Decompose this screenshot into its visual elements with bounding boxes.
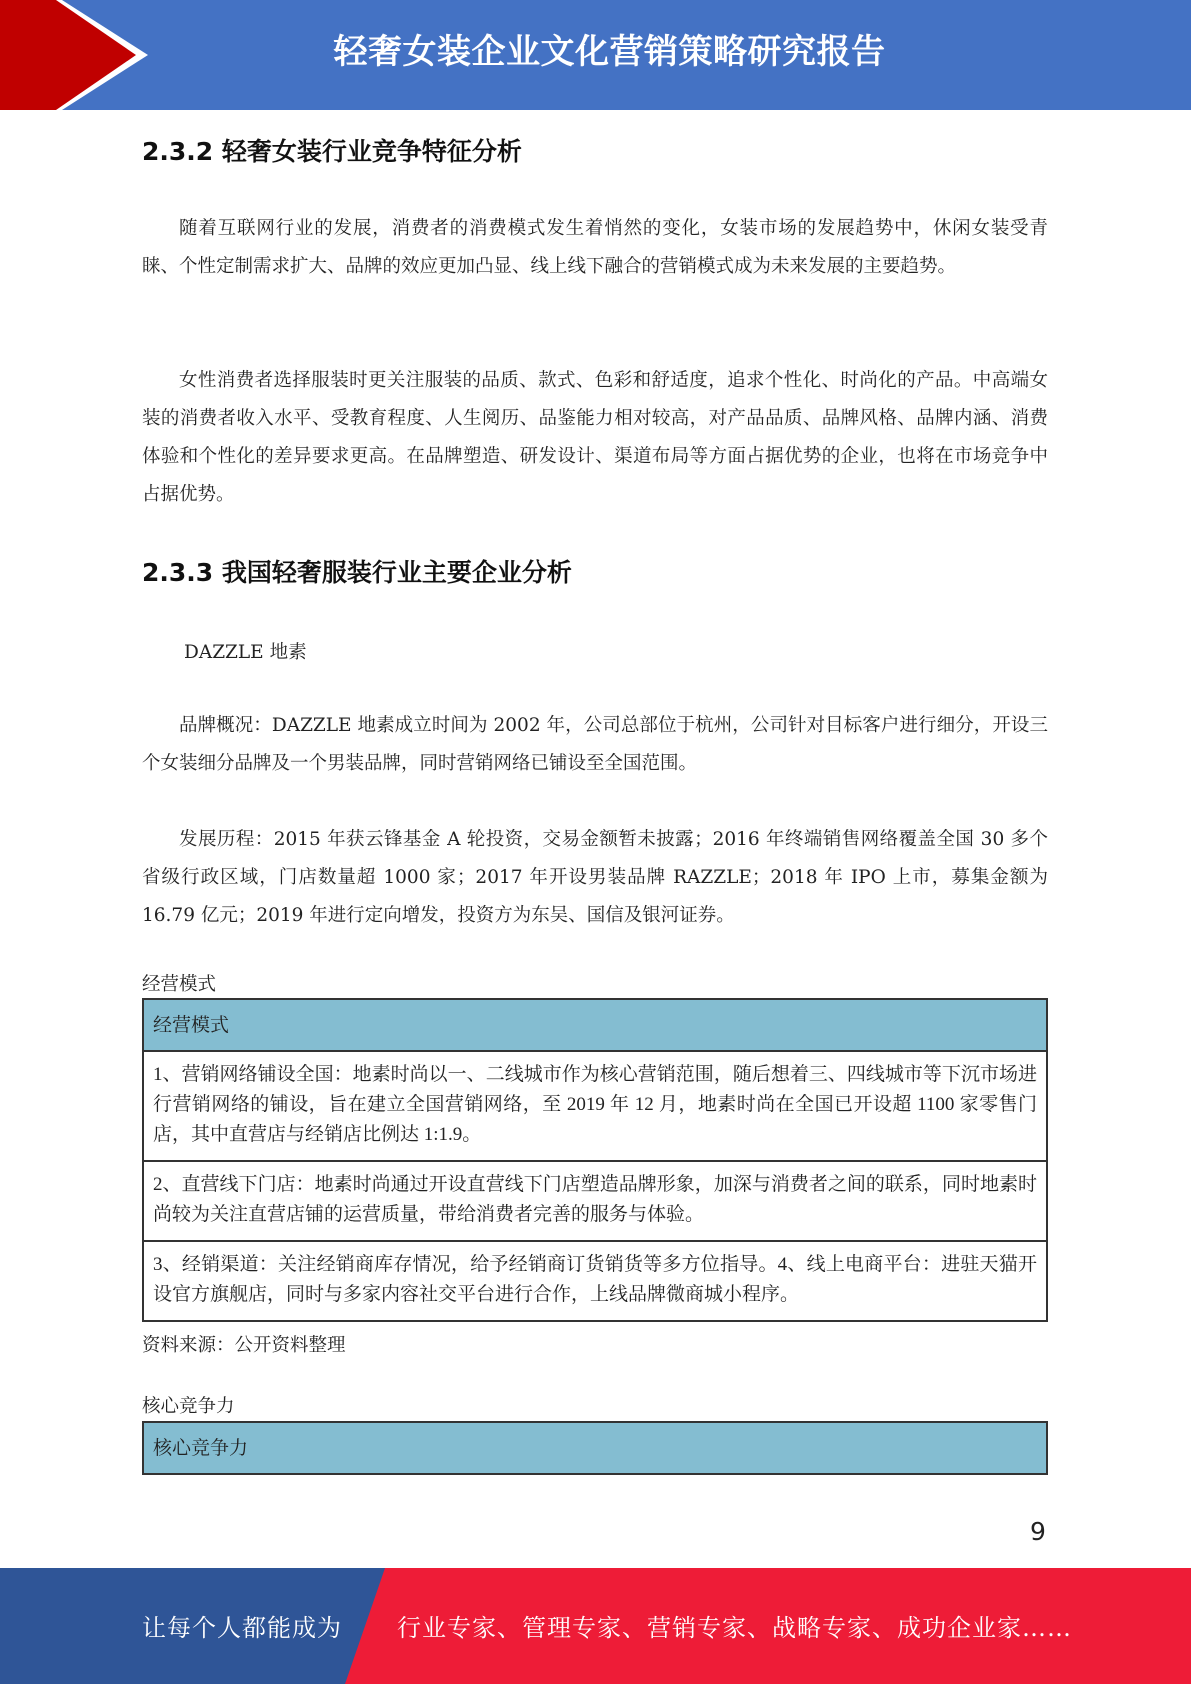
table-row: 1、营销网络铺设全国：地素时尚以一、二线城市作为核心营销范围，随后想着三、四线城市等下沉市场进行营销网络的铺设，旨在建立全国营销网络，至 2019 年 12 月，地素时尚在全国已开设超 1100 家零售门店，其中直营店与经销店比例达 1:1.9。 <box>144 1052 1046 1162</box>
table-header: 经营模式 <box>144 1000 1046 1052</box>
core-competitiveness-table <box>142 1421 1048 1475</box>
footer-slogan-right: 行业专家、管理专家、营销专家、战略专家、成功企业家…… <box>397 1614 1072 1642</box>
table-caption-core-competitiveness: 核心竞争力 <box>142 1396 235 1417</box>
table-row: 3、经销渠道：关注经销商库存情况，给予经销商订货销货等多方位指导。4、线上电商平台：进驻天猫开设官方旗舰店，同时与多家内容社交平台进行合作，上线品牌微商城小程序。 <box>153 1254 1037 1305</box>
paragraph: 品牌概况：DAZZLE 地素成立时间为 2002 年，公司总部位于杭州，公司针对目标客户进行细分，开设三个女装细分品牌及一个男装品牌，同时营销网络已铺设至全国范围。 <box>142 715 1048 774</box>
footer-slogan-left: 让每个人都能成为 <box>142 1614 342 1642</box>
footer-banner <box>0 1568 1191 1684</box>
page-number: 9 <box>1030 1517 1046 1546</box>
header-banner <box>0 0 1191 110</box>
section-heading-2-3-2: 2.3.2 轻奢女装行业竞争特征分析 <box>142 137 522 166</box>
report-title: 轻奢女装企业文化营销策略研究报告 <box>333 32 886 72</box>
paragraph: 女性消费者选择服装时更关注服装的品质、款式、色彩和舒适度，追求个性化、时尚化的产品。中高端女装的消费者收入水平、受教育程度、人生阅历、品鉴能力相对较高，对产品品质、品牌风格、品牌内涵、消费体验和个性化的差异要求更高。在品牌塑造、研发设计、渠道布局等方面占据优势的企业，也将在市场竞争中占据优势。 <box>142 370 1048 505</box>
table-row: 2、直营线下门店：地素时尚通过开设直营线下门店塑造品牌形象，加深与消费者之间的联系，同时地素时尚较为关注直营店铺的运营质量，带给消费者完善的服务与体验。 <box>144 1162 1046 1242</box>
paragraph: 发展历程：2015 年获云锋基金 A 轮投资，交易金额暂未披露；2016 年终端销售网络覆盖全国 30 多个省级行政区域，门店数量超 1000 家；2017 年开设男装品牌 RAZZLE；2018 年 IPO 上市，募集金额为 16.79 亿元；2019 年进行定向增发，投资方为东吴、国信及银河证券。 <box>142 829 1048 926</box>
table-source-note: 资料来源：公开资料整理 <box>142 1335 346 1356</box>
business-model-table <box>142 998 1048 1322</box>
table-caption-business-model: 经营模式 <box>142 974 217 995</box>
paragraph: 随着互联网行业的发展，消费者的消费模式发生着悄然的变化，女装市场的发展趋势中，休闲女装受青睐、个性定制需求扩大、品牌的效应更加凸显、线上线下融合的营销模式成为未来发展的主要趋势。 <box>142 218 1048 277</box>
table-header: 核心竞争力 <box>144 1423 1046 1473</box>
company-name: DAZZLE 地素 <box>184 642 307 663</box>
section-heading-2-3-3: 2.3.3 我国轻奢服装行业主要企业分析 <box>142 558 572 587</box>
